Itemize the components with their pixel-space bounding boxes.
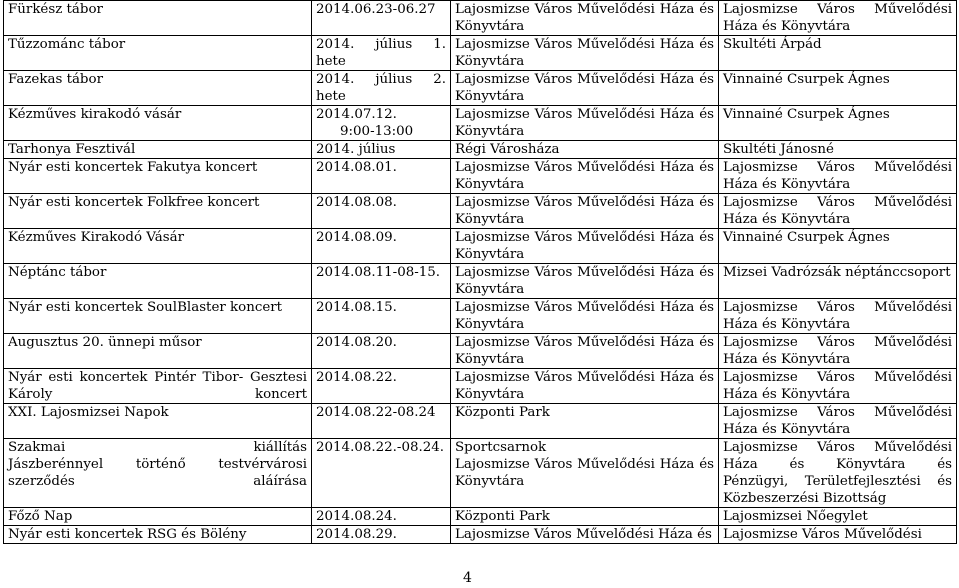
event-cell-line: Kézműves kirakodó vásár [8, 107, 182, 122]
event-cell-line: Nyár esti koncertek Pintér Tibor- Gesztesi [8, 370, 307, 385]
organizer-cell [719, 404, 957, 439]
organizer-cell [719, 159, 957, 194]
date-cell-line: 2014. július [316, 142, 396, 157]
organizer-cell-line: Mizsei Vadrózsák néptánccsoport [723, 265, 951, 280]
table-row [4, 141, 957, 159]
event-cell-line: Nyár esti koncertek Fakutya koncert [8, 160, 258, 175]
venue-cell-line: Központi Park [455, 509, 550, 524]
event-cell-line: Fürkész tábor [8, 2, 103, 17]
organizer-cell-line: Lajosmizse Város Művelődési [723, 370, 952, 385]
organizer-cell [719, 71, 957, 106]
organizer-cell [719, 299, 957, 334]
date-cell [312, 141, 451, 159]
table-row [4, 404, 957, 439]
date-cell-line: 2014.08.22. [316, 370, 397, 385]
venue-cell [451, 71, 719, 106]
venue-cell-line: Könyvtára [455, 317, 525, 332]
organizer-cell-line: Lajosmizse Város Művelődési [723, 160, 952, 175]
date-cell [312, 508, 451, 526]
organizer-cell-line: Lajosmizse Város Művelődési [723, 195, 952, 210]
venue-cell [451, 526, 719, 544]
organizer-cell-line: Háza és Könyvtára [723, 212, 851, 227]
venue-cell-line: Sportcsarnok [455, 440, 547, 455]
event-cell [4, 334, 312, 369]
table-row [4, 71, 957, 106]
date-cell [312, 439, 451, 508]
date-cell [312, 36, 451, 71]
organizer-cell-line: Lajosmizsei Nőegylet [723, 509, 868, 524]
date-cell [312, 299, 451, 334]
venue-cell [451, 404, 719, 439]
organizer-cell [719, 526, 957, 544]
venue-cell-line: Lajosmizse Város Művelődési Háza és [455, 230, 714, 245]
event-cell [4, 508, 312, 526]
date-cell-line: 2014.06.23-06.27 [316, 2, 436, 17]
venue-cell-line: Lajosmizse Város Művelődési Háza és [455, 72, 714, 87]
events-table [3, 0, 957, 544]
venue-cell-line: Lajosmizse Város Művelődési Háza és [455, 195, 714, 210]
date-cell [312, 369, 451, 404]
organizer-cell [719, 264, 957, 299]
event-cell [4, 229, 312, 264]
event-cell-line: Tarhonya Fesztivál [8, 142, 136, 157]
organizer-cell [719, 106, 957, 141]
date-cell-line: 2014.08.11-08-15. [316, 265, 441, 280]
organizer-cell [719, 141, 957, 159]
venue-cell [451, 369, 719, 404]
event-cell-line: Nyár esti koncertek RSG és Bölény [8, 527, 247, 542]
event-cell-line: Jászberénnyel történő testvérvárosi [8, 457, 307, 472]
event-cell [4, 264, 312, 299]
organizer-cell [719, 508, 957, 526]
venue-cell-line: Lajosmizse Város Művelődési Háza és [455, 527, 712, 542]
date-cell-line: 2014.08.22.-08.24. [316, 440, 445, 455]
organizer-cell [719, 194, 957, 229]
table-row [4, 159, 957, 194]
venue-cell-line: Lajosmizse Város Művelődési Háza és [455, 2, 714, 17]
venue-cell-line: Lajosmizse Város Művelődési Háza és [455, 265, 714, 280]
venue-cell-line: Könyvtára [455, 282, 525, 297]
venue-cell [451, 141, 719, 159]
event-cell-line: szerződés aláírása [8, 474, 307, 489]
table-row [4, 299, 957, 334]
venue-cell-line: Lajosmizse Város Művelődési Háza és [455, 370, 714, 385]
venue-cell [451, 299, 719, 334]
organizer-cell [719, 369, 957, 404]
event-cell [4, 141, 312, 159]
organizer-cell-line: Lajosmizse Város Művelődési [723, 2, 952, 17]
date-cell [312, 526, 451, 544]
venue-cell-line: Könyvtára [455, 54, 525, 69]
organizer-cell-line: Pénzügyi, Területfejlesztési és [723, 474, 952, 489]
events-table-body [4, 1, 957, 544]
event-cell-line: Tűzzománc tábor [8, 37, 126, 52]
venue-cell-line: Lajosmizse Város Művelődési Háza és [455, 107, 714, 122]
date-cell [312, 334, 451, 369]
event-cell [4, 194, 312, 229]
date-cell-line: 2014.08.08. [316, 195, 397, 210]
organizer-cell-line: Háza és Könyvtára [723, 352, 851, 367]
venue-cell-line: Könyvtára [455, 352, 525, 367]
date-cell [312, 264, 451, 299]
organizer-cell [719, 1, 957, 36]
event-cell-line: Nyár esti koncertek SoulBlaster koncert [8, 300, 283, 315]
venue-cell-line: Központi Park [455, 405, 550, 420]
venue-cell [451, 334, 719, 369]
date-cell-line: 2014. július 1. hete [316, 37, 446, 69]
organizer-cell-line: Lajosmizse Város Művelődési [723, 527, 922, 542]
date-cell [312, 229, 451, 264]
organizer-cell-line: Háza és Könyvtára [723, 422, 851, 437]
venue-cell [451, 106, 719, 141]
venue-cell-line: Régi Városháza [455, 142, 560, 157]
venue-cell [451, 264, 719, 299]
event-cell [4, 71, 312, 106]
organizer-cell [719, 334, 957, 369]
date-cell [312, 159, 451, 194]
venue-cell-line: Könyvtára [455, 387, 525, 402]
venue-cell [451, 439, 719, 508]
table-row [4, 194, 957, 229]
organizer-cell-line: Lajosmizse Város Művelődési [723, 405, 952, 420]
venue-cell [451, 36, 719, 71]
date-cell [312, 71, 451, 106]
date-cell [312, 194, 451, 229]
event-cell [4, 369, 312, 404]
venue-cell [451, 1, 719, 36]
organizer-cell-line: Lajosmizse Város Művelődési [723, 300, 952, 315]
table-row [4, 439, 957, 508]
venue-cell-line: Könyvtára [455, 247, 525, 262]
event-cell-line: Szakmai kiállítás [8, 440, 307, 455]
event-cell [4, 404, 312, 439]
table-row [4, 106, 957, 141]
event-cell-line: Kézműves Kirakodó Vásár [8, 230, 184, 245]
event-cell-line: Néptánc tábor [8, 265, 107, 280]
organizer-cell-line: Lajosmizse Város Művelődési [723, 335, 952, 350]
organizer-cell-line: Vinnainé Csurpek Ágnes [723, 107, 890, 122]
venue-cell-line: Lajosmizse Város Művelődési Háza és [455, 37, 714, 52]
date-cell-line: 2014.08.01. [316, 160, 397, 175]
date-cell-line: 2014.07.12. [316, 107, 397, 122]
venue-cell-line: Könyvtára [455, 177, 525, 192]
organizer-cell-line: Háza és Könyvtára és [723, 457, 952, 472]
table-row [4, 229, 957, 264]
organizer-cell [719, 229, 957, 264]
organizer-cell-line: Vinnainé Csurpek Ágnes [723, 72, 890, 87]
venue-cell-line: Lajosmizse Város Művelődési Háza és [455, 457, 714, 472]
organizer-cell [719, 439, 957, 508]
event-cell [4, 36, 312, 71]
date-cell-line: 2014.08.20. [316, 335, 397, 350]
organizer-cell-line: Háza és Könyvtára [723, 19, 851, 34]
page-number: 4 [463, 570, 472, 586]
organizer-cell-line: Közbeszerzési Bizottság [723, 491, 887, 506]
venue-cell [451, 508, 719, 526]
organizer-cell-line: Skultéti Jánosné [723, 142, 834, 157]
table-row [4, 264, 957, 299]
event-cell-line: XXI. Lajosmizsei Napok [8, 405, 169, 420]
date-cell-line: 2014.08.09. [316, 230, 397, 245]
organizer-cell [719, 36, 957, 71]
venue-cell-line: Könyvtára [455, 89, 525, 104]
venue-cell-line: Könyvtára [455, 19, 525, 34]
organizer-cell-line: Skultéti Árpád [723, 37, 822, 52]
event-cell-line: Nyár esti koncertek Folkfree koncert [8, 195, 260, 210]
table-row [4, 334, 957, 369]
venue-cell-line: Lajosmizse Város Művelődési Háza és [455, 335, 714, 350]
date-cell [312, 404, 451, 439]
venue-cell-line: Lajosmizse Város Művelődési Háza és [455, 300, 714, 315]
venue-cell-line: Lajosmizse Város Művelődési Háza és [455, 160, 714, 175]
organizer-cell-line: Lajosmizse Város Művelődési [723, 440, 952, 455]
organizer-cell-line: Háza és Könyvtára [723, 317, 851, 332]
table-row [4, 369, 957, 404]
venue-cell [451, 159, 719, 194]
venue-cell [451, 194, 719, 229]
venue-cell-line: Könyvtára [455, 212, 525, 227]
event-cell-line: Károly koncert [8, 387, 307, 402]
date-cell-line: 2014. július 2. hete [316, 72, 446, 104]
organizer-cell-line: Háza és Könyvtára [723, 177, 851, 192]
organizer-cell-line: Háza és Könyvtára [723, 387, 851, 402]
date-cell [312, 1, 451, 36]
event-cell-line: Augusztus 20. ünnepi műsor [8, 335, 202, 350]
date-cell-line: 2014.08.22-08.24 [316, 405, 436, 420]
event-cell [4, 106, 312, 141]
date-cell-line: 9:00-13:00 [340, 124, 414, 139]
event-cell [4, 439, 312, 508]
organizer-cell-line: Vinnainé Csurpek Ágnes [723, 230, 890, 245]
event-cell [4, 159, 312, 194]
date-cell-line: 2014.08.24. [316, 509, 397, 524]
table-row [4, 508, 957, 526]
event-cell [4, 299, 312, 334]
event-cell [4, 526, 312, 544]
event-cell-line: Fazekas tábor [8, 72, 103, 87]
event-cell [4, 1, 312, 36]
date-cell-line: 2014.08.29. [316, 527, 397, 542]
table-row [4, 1, 957, 36]
table-row [4, 36, 957, 71]
date-cell [312, 106, 451, 141]
venue-cell-line: Könyvtára [455, 474, 525, 489]
venue-cell [451, 229, 719, 264]
date-cell-line: 2014.08.15. [316, 300, 397, 315]
table-row [4, 526, 957, 544]
venue-cell-line: Könyvtára [455, 124, 525, 139]
event-cell-line: Főző Nap [8, 509, 73, 524]
